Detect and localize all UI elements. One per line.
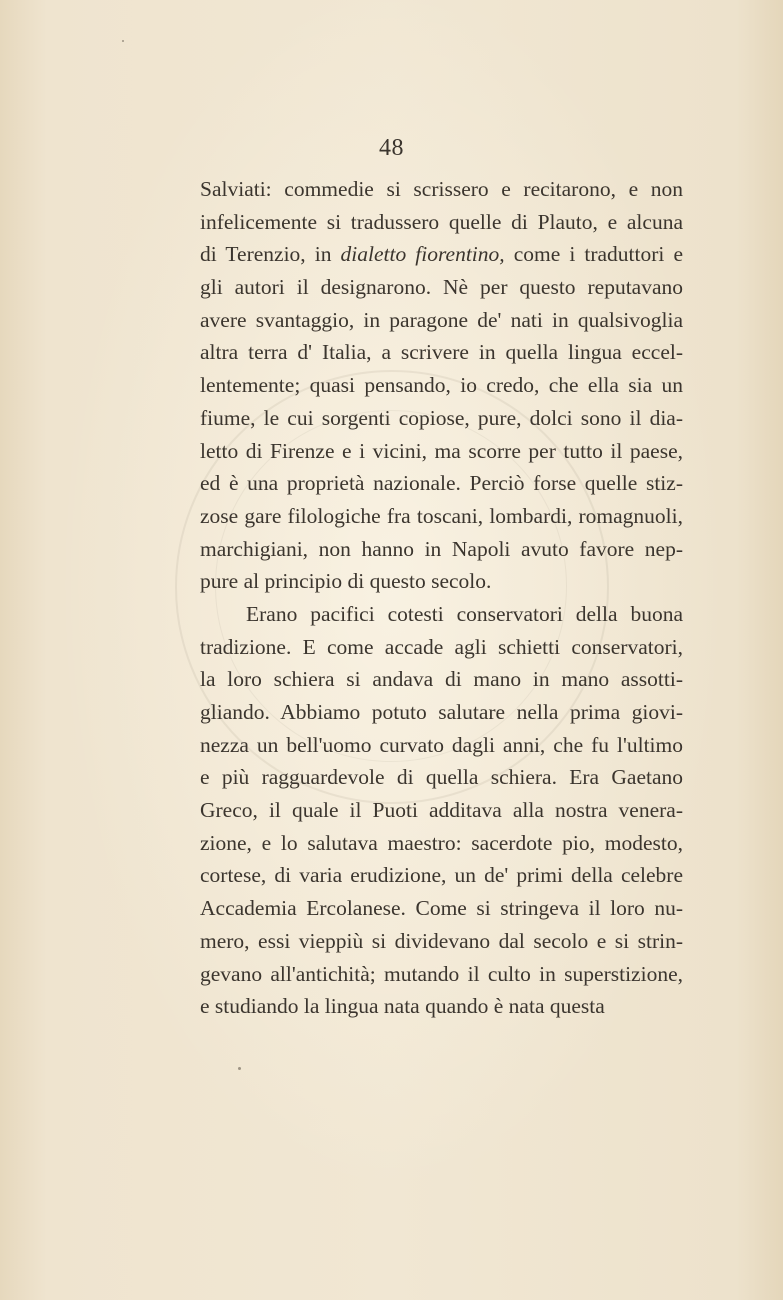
text-segment: Salviati: commedie si scrissero e recitarono, e non	[200, 177, 683, 201]
text-segment: avere svantaggio, in paragone de' nati in qualsivoglia	[200, 307, 683, 332]
text-segment: zione, e lo salutava maestro: sacerdote pio, modesto,	[200, 830, 683, 855]
text-line	[200, 304, 683, 337]
text-line	[200, 206, 683, 239]
text-segment: Greco, il quale il Puoti additava alla nostra venera-	[200, 798, 683, 823]
text-line	[200, 565, 683, 598]
text-segment: mero, essi vieppiù si dividevano dal secolo e si strin-	[200, 928, 683, 953]
text-segment: pure al principio di questo secolo.	[200, 569, 492, 594]
text-line	[200, 990, 683, 1023]
body-text	[200, 173, 683, 1023]
text-segment: fiume, le cui sorgenti copiose, pure, dolci sono il dia-	[200, 405, 683, 430]
text-line	[200, 369, 683, 402]
page-number: 48	[379, 135, 404, 161]
paper-speck	[122, 40, 124, 42]
italic-phrase: dialetto fiorentino,	[340, 242, 505, 267]
text-segment: gli autori il designarono. Nè per questo reputavano	[200, 275, 683, 300]
text-segment: ed è una proprietà nazionale. Perciò forse quelle stiz-	[200, 471, 683, 496]
text-segment: e più ragguardevole di quella schiera. Era Gaetano	[200, 765, 683, 790]
text-segment: marchigiani, non hanno in Napoli avuto favore nep-	[200, 536, 683, 561]
text-line	[200, 794, 683, 827]
text-line	[200, 958, 683, 991]
text-line	[200, 336, 683, 369]
text-line	[200, 925, 683, 958]
text-line	[200, 696, 683, 729]
text-segment: e studiando la lingua nata quando è nata questa	[200, 994, 605, 1019]
text-line	[200, 435, 683, 468]
paragraph	[200, 173, 683, 598]
paragraph	[200, 598, 683, 1023]
text-line	[200, 500, 683, 533]
text-segment: la loro schiera si andava di mano in mano assotti-	[200, 667, 683, 692]
text-line	[200, 238, 683, 271]
text-line	[200, 892, 683, 925]
text-line	[200, 173, 683, 206]
text-line	[200, 631, 683, 664]
text-segment: Erano pacifici cotesti conservatori della buona	[246, 601, 683, 626]
text-segment: come i traduttori e	[504, 242, 683, 267]
text-segment: lentemente; quasi pensando, io credo, che ella sia un	[200, 373, 683, 398]
text-segment: di Terenzio, in	[200, 242, 341, 267]
text-line	[200, 827, 683, 860]
text-segment: altra terra d' Italia, a scrivere in quella lingua eccel-	[200, 340, 683, 365]
text-segment: gevano all'antichità; mutando il culto in superstizione,	[200, 961, 683, 986]
text-segment: Accademia Ercolanese. Come si stringeva il loro nu-	[200, 896, 683, 921]
text-line	[200, 761, 683, 794]
text-line	[200, 533, 683, 566]
text-line	[200, 402, 683, 435]
text-line	[200, 598, 683, 631]
text-segment: tradizione. E come accade agli schietti conservatori,	[200, 634, 683, 659]
text-segment: gliando. Abbiamo potuto salutare nella prima giovi-	[200, 700, 683, 724]
text-segment: letto di Firenze e i vicini, ma scorre per tutto il paese,	[200, 438, 683, 463]
text-line	[200, 271, 683, 304]
text-line	[200, 467, 683, 500]
text-line	[200, 663, 683, 696]
text-segment: zose gare filologiche fra toscani, lombardi, romagnuoli,	[200, 503, 683, 528]
paper-speck	[238, 1067, 241, 1070]
text-line	[200, 729, 683, 762]
text-segment: cortese, di varia erudizione, un de' primi della celebre	[200, 863, 683, 888]
text-line	[200, 859, 683, 892]
text-segment: infelicemente si tradussero quelle di Plauto, e alcuna	[200, 209, 683, 234]
text-segment: nezza un bell'uomo curvato dagli anni, che fu l'ultimo	[200, 732, 683, 757]
